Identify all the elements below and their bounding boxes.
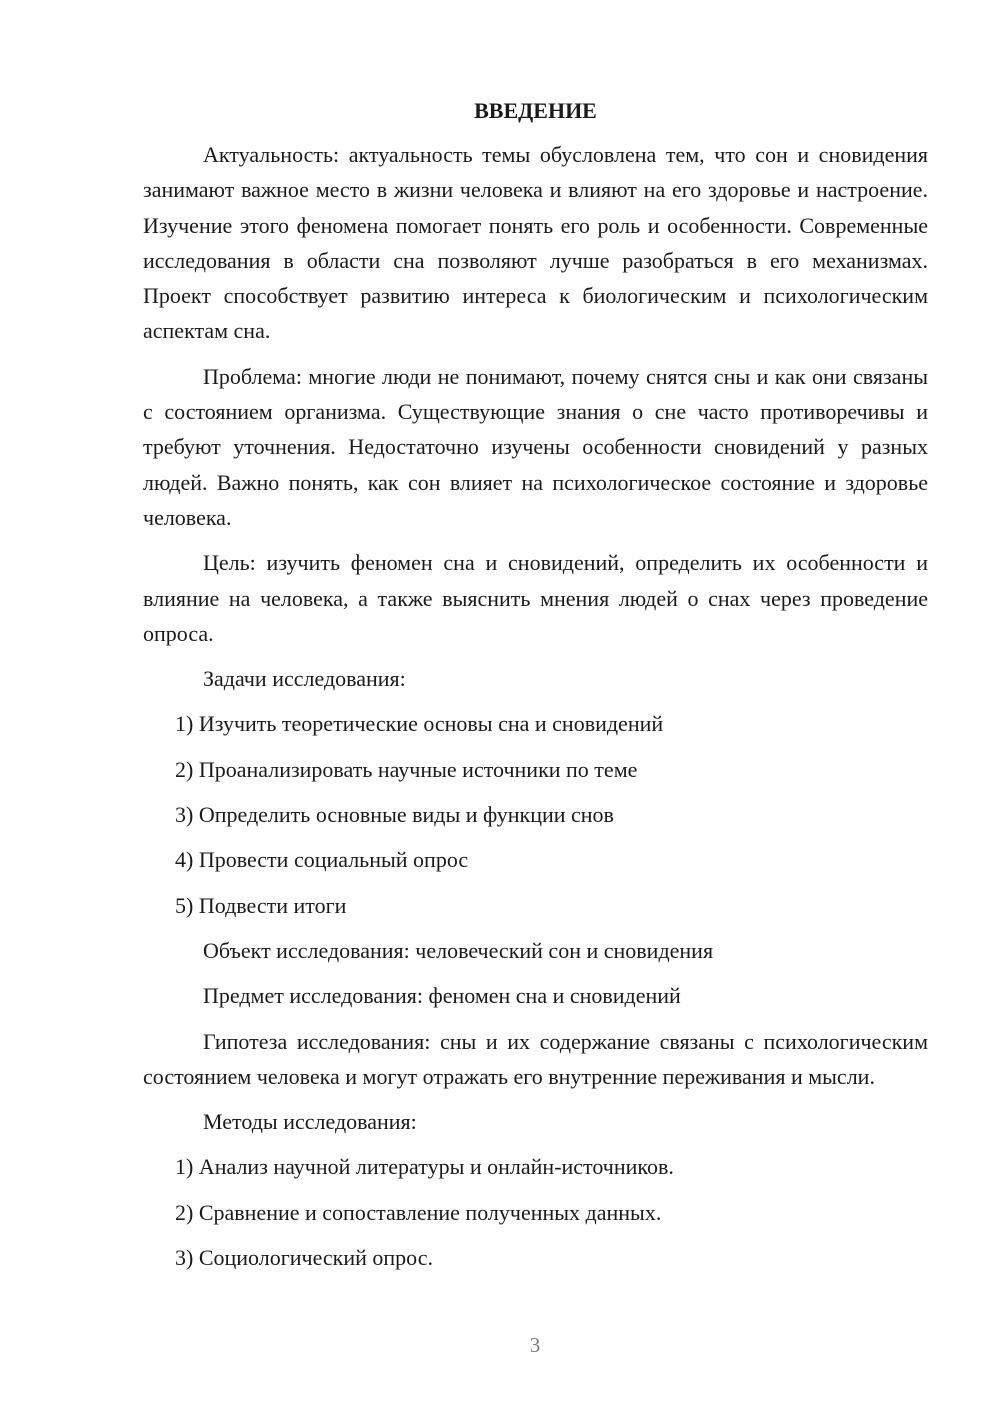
tasks-heading: Задачи исследования: xyxy=(203,666,406,692)
list-item: 5) Подвести итоги xyxy=(175,892,347,918)
methods-heading: Методы исследования: xyxy=(203,1109,417,1135)
list-item: 4) Провести социальный опрос xyxy=(175,847,469,873)
list-item: 1) Анализ научной литературы и онлайн-источников. xyxy=(175,1154,674,1180)
list-item: 3) Социологический опрос. xyxy=(175,1245,433,1271)
page-title: ВВЕДЕНИЕ xyxy=(474,98,597,123)
methods-list xyxy=(143,1149,928,1275)
page-number: 3 xyxy=(529,1333,541,1357)
problem-paragraph: Проблема: многие люди не понимают, почему снятся сны и как они связаны с состоянием организма. Существующие знания о сне часто противоречивы и требуют уточнения. Недостаточно изучены особенности сновидений у разных людей. Важно понять, как сон влияет на психологическое состояние и здоровье человека. xyxy=(143,363,928,530)
list-item: 2) Сравнение и сопоставление полученных данных. xyxy=(175,1199,662,1225)
document-page xyxy=(143,95,928,1285)
subject-line: Предмет исследования: феномен сна и сновидений xyxy=(203,983,681,1009)
goal-paragraph: Цель: изучить феномен сна и сновидений, определить их особенности и влияние на человека, а также выяснить мнения людей о снах через проведение опроса. xyxy=(143,550,928,646)
list-item: 3) Определить основные виды и функции снов xyxy=(175,802,614,828)
tasks-list xyxy=(143,706,928,922)
relevance-paragraph: Актуальность: актуальность темы обусловлена тем, что сон и сновидения занимают важное место в жизни человека и влияют на его здоровье и настроение. Изучение этого феномена помогает понять его роль и особенности. Современные исследования в области сна позволяют лучше разобраться в его механизмах. Проект способствует развитию интереса к биологическим и психологическим аспектам сна. xyxy=(143,142,928,344)
list-item: 1) Изучить теоретические основы сна и сновидений xyxy=(175,711,664,737)
hypothesis-paragraph: Гипотеза исследования: сны и их содержание связаны с психологическим состоянием человека и могут отражать его внутренние переживания и мысли. xyxy=(143,1028,928,1089)
object-line: Объект исследования: человеческий сон и сновидения xyxy=(203,937,714,963)
list-item: 2) Проанализировать научные источники по теме xyxy=(175,756,638,782)
